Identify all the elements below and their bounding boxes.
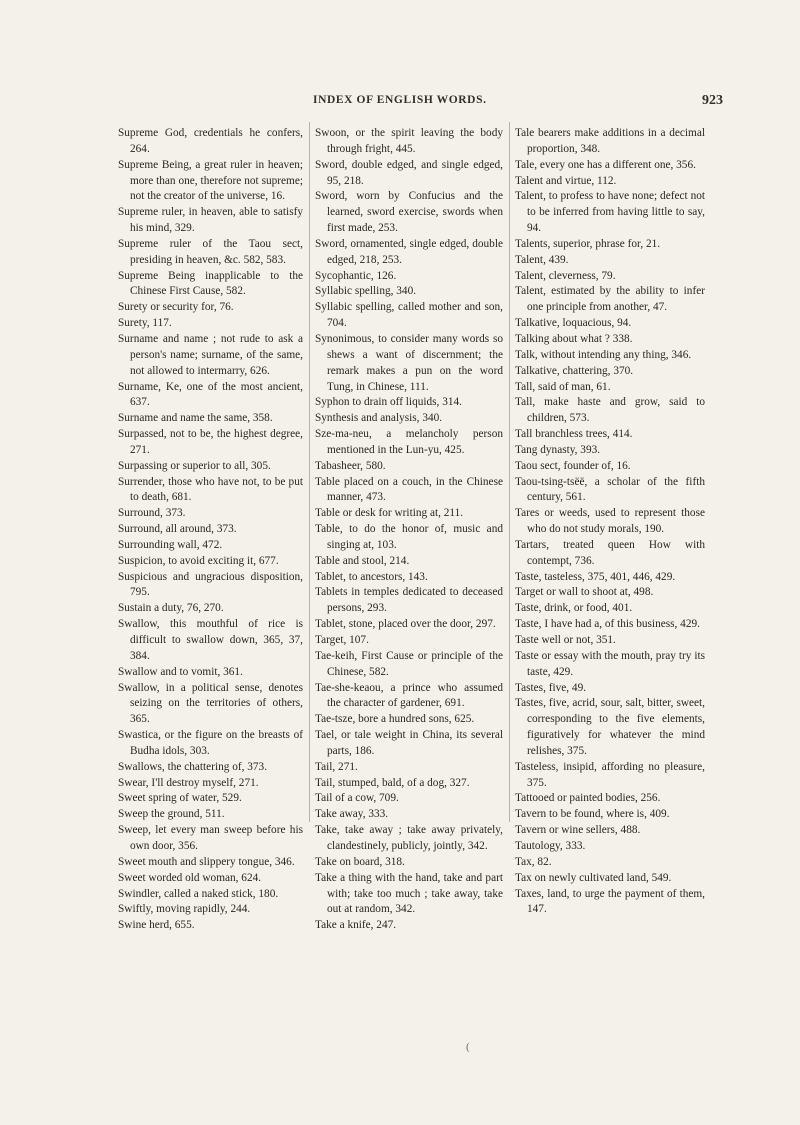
index-entry: Taou sect, founder of, 16. — [515, 459, 631, 472]
index-entry: Tall, said of man, 61. — [515, 380, 611, 393]
index-entry: Swallow and to vomit, 361. — [118, 665, 243, 678]
index-entry: Supreme God, credentials he confers, 264. — [118, 127, 303, 155]
index-entry: Talent, cleverness, 79. — [515, 269, 616, 282]
index-column-1 — [118, 126, 303, 934]
index-entry: Talent, to profess to have none; defect not to be inferred from having little to say, 94. — [515, 190, 705, 235]
index-entry: Talking about what ? 338. — [515, 332, 633, 345]
index-entry: Tablet, to ancestors, 143. — [315, 570, 428, 583]
index-entry: Syllabic spelling, 340. — [315, 285, 417, 298]
index-entry: Tartars, treated queen How with contempt, 736. — [515, 538, 705, 567]
index-entry: Tae-she-keaou, a prince who assumed the character of gardener, 691. — [315, 681, 503, 710]
index-entry: Target or wall to shoot at, 498. — [515, 586, 654, 599]
index-entry: Tall branchless trees, 414. — [515, 428, 633, 441]
index-entry: Synthesis and analysis, 340. — [315, 412, 443, 425]
index-entry: Tavern to be found, where is, 409. — [515, 808, 670, 821]
index-entry: Tail, 271. — [315, 760, 358, 773]
index-entry: Tale, every one has a different one, 356. — [515, 158, 696, 171]
page-number: 923 — [702, 93, 723, 108]
index-entry: Tael, or tale weight in China, its several parts, 186. — [315, 729, 503, 757]
index-entry: Supreme ruler of the Taou sect, presiding in heaven, &c. 582, 583. — [118, 237, 303, 266]
index-entry: Tabasheer, 580. — [315, 459, 386, 472]
index-column-2 — [315, 126, 503, 934]
index-entry: Taste, drink, or food, 401. — [515, 602, 633, 615]
running-head: INDEX OF ENGLISH WORDS. — [313, 94, 487, 106]
index-column-3 — [515, 126, 705, 918]
index-entry: Sze-ma-neu, a melancholy person mentioned in the Lun-yu, 425. — [315, 428, 503, 456]
index-entry: Sustain a duty, 76, 270. — [118, 602, 224, 615]
index-entry: Tail, stumped, bald, of a dog, 327. — [315, 776, 470, 789]
index-entry: Sweep, let every man sweep before his own door, 356. — [118, 824, 303, 852]
index-entry: Take a knife, 247. — [315, 919, 397, 932]
footer-mark: ( — [466, 1041, 470, 1053]
index-entry: Table and stool, 214. — [315, 554, 410, 567]
index-entry: Tae-tsze, bore a hundred sons, 625. — [315, 713, 475, 726]
index-entry: Tastes, five, 49. — [515, 681, 587, 694]
index-entry: Swallow, in a political sense, denotes seizing on the territories of others, 365. — [118, 681, 303, 726]
page-header — [0, 93, 800, 113]
index-entry: Tares or weeds, used to represent those who do not study morals, 190. — [515, 507, 705, 536]
index-entry: Talkative, loquacious, 94. — [515, 317, 632, 330]
index-entry: Tablet, stone, placed over the door, 297. — [315, 618, 496, 631]
index-entry: Talents, superior, phrase for, 21. — [515, 237, 661, 250]
index-entry: Taste or essay with the mouth, pray try its taste, 429. — [515, 649, 705, 678]
column-divider — [309, 122, 310, 822]
index-entry: Tattooed or painted bodies, 256. — [515, 792, 661, 805]
index-entry: Surname and name the same, 358. — [118, 412, 273, 425]
index-entry: Tautology, 333. — [515, 839, 586, 852]
index-entry: Taste, I have had a, of this business, 429. — [515, 618, 700, 631]
index-entry: Syllabic spelling, called mother and son, 704. — [315, 301, 503, 330]
index-entry: Tavern or wine sellers, 488. — [515, 824, 641, 837]
index-entry: Sword, double edged, and single edged, 95, 218. — [315, 158, 503, 187]
index-entry: Surrender, those who have not, to be put to death, 681. — [118, 475, 303, 504]
index-entry: Tasteless, insipid, affording no pleasure, 375. — [515, 760, 705, 789]
index-entry: Swallow, this mouthful of rice is difficult to swallow down, 365, 37, 384. — [118, 618, 303, 662]
index-entry: Synonimous, to consider many words so shews a want of discernment; the remark makes a pun on the word Tung, in Chinese, 111. — [315, 332, 503, 393]
index-entry: Swear, I'll destroy myself, 271. — [118, 776, 259, 789]
index-entry: Swiftly, moving rapidly, 244. — [118, 903, 251, 916]
index-entry: Sword, worn by Confucius and the learned, sword exercise, swords when first made, 253. — [315, 190, 503, 235]
index-entry: Talent, 439. — [515, 253, 569, 266]
index-entry: Taste, tasteless, 375, 401, 446, 429. — [515, 570, 676, 583]
index-entry: Swindler, called a naked stick, 180. — [118, 887, 279, 900]
index-entry: Suspicion, to avoid exciting it, 677. — [118, 554, 279, 567]
index-entry: Tale bearers make additions in a decimal proportion, 348. — [515, 127, 705, 155]
index-entry: Table, to do the honor of, music and singing at, 103. — [315, 523, 503, 551]
index-entry: Sword, ornamented, single edged, double edged, 218, 253. — [315, 237, 503, 266]
index-entry: Swastica, or the figure on the breasts of Budha idols, 303. — [118, 729, 303, 757]
index-entry: Supreme Being, a great ruler in heaven; more than one, therefore not supreme; not the creator of the universe, 16. — [118, 158, 303, 203]
index-entry: Sweet worded old woman, 624. — [118, 871, 262, 884]
index-entry: Suspicious and ungracious disposition, 795. — [118, 570, 303, 599]
index-entry: Tastes, five, acrid, sour, salt, bitter, sweet, corresponding to the five elements, figuratively for whatever the mind relishes, 375. — [515, 697, 705, 757]
index-entry: Talent, estimated by the ability to infer one principle from another, 47. — [515, 285, 705, 314]
index-entry: Sweet mouth and slippery tongue, 346. — [118, 855, 295, 868]
index-entry: Tax on newly cultivated land, 549. — [515, 871, 672, 884]
index-entry: Taou-tsing-tsëë, a scholar of the fifth century, 561. — [515, 475, 705, 504]
index-entry: Take, take away ; take away privately, clandestinely, publicly, jointly, 342. — [315, 824, 503, 852]
index-entry: Tablets in temples dedicated to deceased persons, 293. — [315, 586, 503, 615]
index-entry: Take a thing with the hand, take and part with; take too much ; take away, take out at random, 342. — [315, 871, 503, 916]
index-entry: Take away, 333. — [315, 808, 389, 821]
index-entry: Tang dynasty, 393. — [515, 443, 601, 456]
index-entry: Tail of a cow, 709. — [315, 792, 399, 805]
index-entry: Taste well or not, 351. — [515, 634, 616, 646]
index-entry: Surround, 373. — [118, 507, 186, 520]
index-entry: Swoon, or the spirit leaving the body through fright, 445. — [315, 127, 503, 155]
index-entry: Take on board, 318. — [315, 855, 405, 868]
index-entry: Supreme ruler, in heaven, able to satisfy his mind, 329. — [118, 206, 303, 235]
index-entry: Swallows, the chattering of, 373. — [118, 760, 268, 773]
index-entry: Table or desk for writing at, 211. — [315, 507, 464, 520]
index-entry: Syphon to drain off liquids, 314. — [315, 396, 462, 409]
index-entry: Talkative, chattering, 370. — [515, 364, 634, 377]
index-entry: Taxes, land, to urge the payment of them, 147. — [515, 887, 705, 916]
index-entry: Surpassed, not to be, the highest degree, 271. — [118, 428, 303, 456]
index-entry: Sweep the ground, 511. — [118, 808, 225, 821]
index-entry: Supreme Being inapplicable to the Chinese First Cause, 582. — [118, 269, 303, 298]
index-entry: Target, 107. — [315, 634, 369, 646]
index-entry: Surround, all around, 373. — [118, 523, 237, 536]
index-entry: Talent and virtue, 112. — [515, 174, 617, 187]
index-entry: Tae-keih, First Cause or principle of the Chinese, 582. — [315, 649, 503, 678]
index-entry: Sweet spring of water, 529. — [118, 792, 242, 805]
index-entry: Surname, Ke, one of the most ancient, 637. — [118, 380, 303, 409]
index-entry: Table placed on a couch, in the Chinese manner, 473. — [315, 475, 503, 504]
index-entry: Surrounding wall, 472. — [118, 538, 223, 551]
index-entry: Sycophantic, 126. — [315, 269, 397, 282]
index-entry: Surname and name ; not rude to ask a person's name; surname, of the same, not allowed to intermarry, 626. — [118, 332, 303, 377]
index-entry: Swine herd, 655. — [118, 919, 195, 932]
column-divider — [509, 122, 510, 822]
index-entry: Tax, 82. — [515, 855, 552, 868]
index-entry: Tall, make haste and grow, said to children, 573. — [515, 396, 705, 425]
index-entry: Surpassing or superior to all, 305. — [118, 459, 271, 472]
index-entry: Surety or security for, 76. — [118, 301, 234, 314]
index-entry: Surety, 117. — [118, 317, 172, 330]
index-entry: Talk, without intending any thing, 346. — [515, 348, 692, 361]
